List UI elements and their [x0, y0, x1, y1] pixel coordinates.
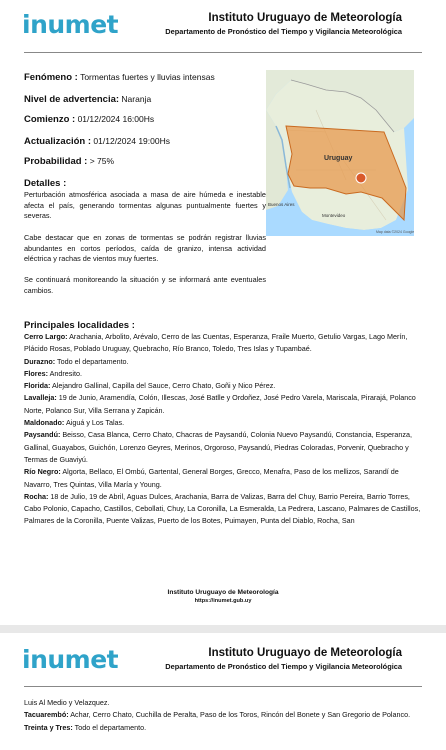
header-divider [24, 686, 422, 687]
map-label-uruguay: Uruguay [324, 155, 353, 162]
update-field [24, 136, 170, 147]
localities-list [24, 331, 422, 528]
department-title: Departamento de Pronóstico del Tiempo y Vigilancia Meteorológica [165, 27, 402, 36]
locality-item: Treinta y Tres: Todo el departamento. [24, 722, 147, 732]
map-pin [356, 173, 366, 183]
footer-institute: Instituto Uruguayo de Meteorología [167, 589, 279, 596]
header-divider [24, 52, 422, 53]
inumet-logo: inumet [22, 645, 119, 674]
locality-item: Lavalleja: 19 de Junio, Aramendía, Colón, Illescas, José Batlle y Ordoñez, José Pedro Varela, Mariscala, Pirarajá, Polanco Norte, Polanco Sur, Villa Serrana y Zapicán. [24, 393, 416, 415]
locality-item: Flores: Andresito. [24, 368, 82, 378]
details-paragraph-1: Perturbación atmosférica asociada a masa de aire húmeda e inestable afecta el país, generando tormentas algunas puntualmente fuertes y severas. [24, 190, 266, 221]
update-label: Actualización : [24, 136, 92, 147]
level-label: Nivel de advertencia: [24, 94, 120, 105]
map-label-buenos-aires: Buenos Aires [268, 202, 295, 207]
map-attribution: Map data ©2024 Google [376, 230, 414, 234]
map-label-montevideo: Montevideo [322, 213, 346, 218]
details-heading: Detalles : [24, 178, 67, 189]
locality-item: Cerro Largo: Arachania, Arbolito, Arévalo, Cerro de las Cuentas, Esperanza, Fraile Muerto, Getulio Vargas, Lago Merín, Plácido Rosas, Poblado Uruguay, Quebracho, Río Branco, Toledo, Tres Islas y Tupambaé. [24, 332, 408, 354]
details-paragraph-2: Cabe destacar que en zonas de tormentas se podrán registrar lluvias abundantes en cortos períodos, caída de granizo, intensa actividad eléctrica y rachas de vientos muy fuertes. [24, 233, 266, 264]
level-field [24, 94, 151, 105]
probability-value: > 75% [89, 156, 115, 166]
update-value: 01/12/2024 19:00Hs [93, 136, 170, 146]
locality-item: Río Negro: Algorta, Bellaco, El Ombú, Gartental, General Borges, Grecco, Menafra, Paso de los mellizos, Sarandí de Navarro, Tres Quintas, Villa María y Young. [24, 467, 399, 489]
start-label: Comienzo : [24, 114, 76, 125]
warning-map[interactable] [266, 70, 414, 236]
institute-title: Instituto Uruguayo de Meteorología [208, 12, 402, 24]
start-value: 01/12/2024 16:00Hs [77, 114, 155, 124]
start-field [24, 114, 154, 125]
phenomenon-label: Fenómeno : [24, 72, 78, 83]
level-value: Naranja [121, 94, 152, 104]
locality-item: Durazno: Todo el departamento. [24, 356, 129, 366]
locality-item: Rocha: 18 de Julio, 19 de Abril, Aguas Dulces, Arachania, Barra de Valizas, Barra del Chuy, Barrio Pereira, Barrio Torres, Cabo Polonio, Capacho, Castillos, Cebollati, Chuy, La Coronilla, La Esmeralda, La Pedrera, Lascano, Palmares de Castillos, Palmares de la Coronilla, Puente Valizas, Puerto de los Botes, Puimayen, Punta del Diablo, Rocha, San [24, 491, 421, 526]
locality-continuation: Luis Al Medio y Velazquez. [24, 698, 110, 707]
phenomenon-field [24, 72, 215, 83]
locality-item: Tacuarembó: Achar, Cerro Chato, Cuchilla de Peralta, Paso de los Toros, Rincón del Bonete y San Gregorio de Polanco. [24, 710, 411, 720]
phenomenon-value: Tormentas fuertes y lluvias intensas [80, 72, 215, 82]
probability-field [24, 156, 114, 167]
inumet-logo: inumet [22, 10, 119, 39]
localities-heading: Principales localidades : [24, 320, 135, 331]
details-paragraph-3: Se continuará monitoreando la situación y se informará ante eventuales cambios. [24, 275, 266, 295]
department-title: Departamento de Pronóstico del Tiempo y Vigilancia Meteorológica [165, 662, 402, 671]
footer-url[interactable]: https://inumet.gub.uy [194, 598, 252, 604]
locality-item: Maldonado: Aiguá y Los Talas. [24, 418, 125, 428]
locality-item: Paysandú: Beisso, Casa Blanca, Cerro Chato, Chacras de Paysandú, Colonia Nuevo Paysandú, Constancia, Esperanza, Gallinal, Guayabos, Guichón, Lorenzo Geyres, Merinos, Orgoroso, Paysandú, Piedras Coloradas, Porvenir, Quebracho y Termas de Guaviyú. [24, 430, 412, 464]
institute-title: Instituto Uruguayo de Meteorología [208, 647, 402, 659]
locality-item: Florida: Alejandro Gallinal, Capilla del Sauce, Cerro Chato, Goñi y Nico Pérez. [24, 381, 276, 391]
probability-label: Probabilidad : [24, 156, 88, 167]
report-page-2 [0, 633, 446, 750]
localities-list-continued [24, 697, 422, 734]
